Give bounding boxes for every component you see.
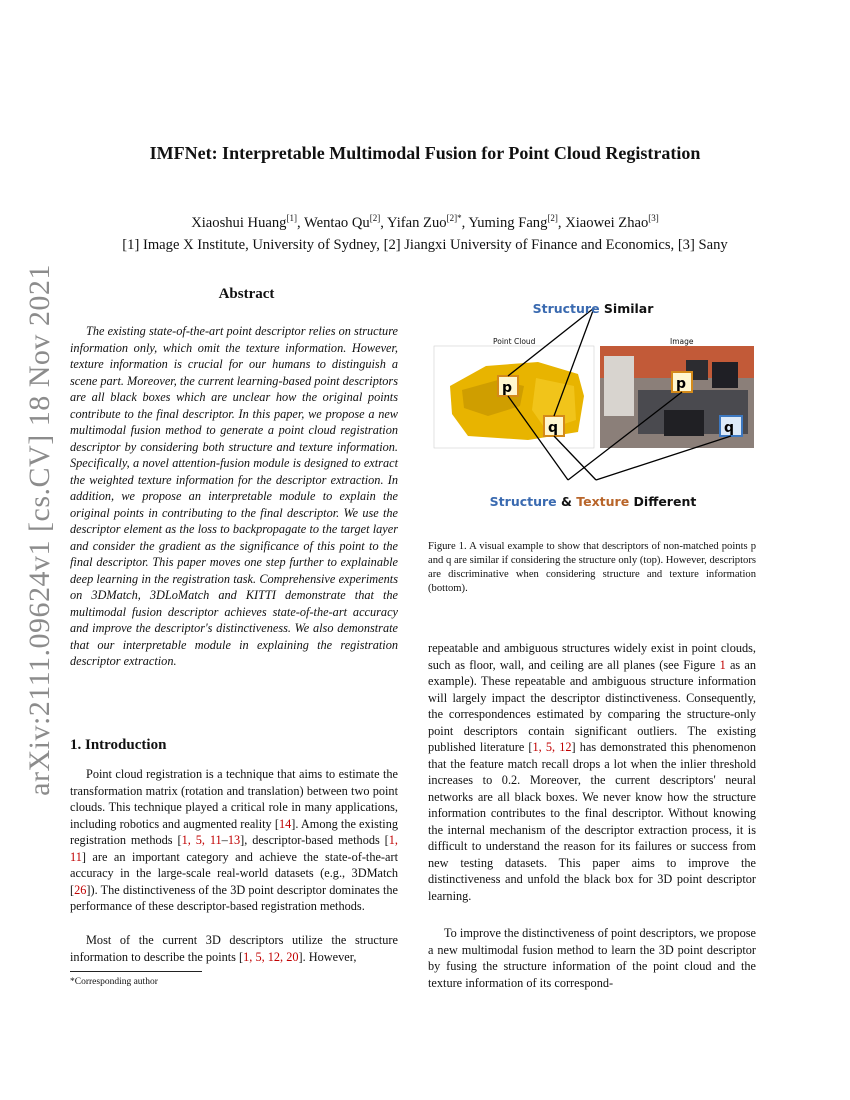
author-aff: [1] (286, 213, 297, 223)
author-name: Xiaowei Zhao (565, 214, 649, 231)
figure-bottom-label: Structure & Texture Different (489, 494, 697, 509)
citation-link[interactable]: 13 (227, 833, 241, 847)
author-aff: [2]* (446, 213, 462, 223)
right-paragraph-2: To improve the distinctiveness of point descriptors, we propose a new multimodal fusion method to learn the 3D point descriptor by fusing the structure information of the point cloud and the texture information of its correspond- (428, 926, 756, 990)
author-name: Xiaoshui Huang (191, 214, 287, 231)
footnote: *Corresponding author (70, 977, 158, 987)
point-cloud-label: Point Cloud (493, 337, 536, 346)
affiliations: [1] Image X Institute, University of Sydney, [2] Jiangxi University of Finance and Economics, [3] Sany (122, 236, 728, 253)
q-label-left: q (548, 420, 559, 436)
abstract-text: The existing state-of-the-art point descriptor relies on structure information only, which omit the texture information. However, texture information is crucial for our humans to distinguish a scene part. Moreover, the current learning-based point descriptors are all black boxes which are unclear how the original points contribute to the final descriptor. In this paper, we propose a new multimodal fusion method to generate a point cloud registration descriptor by considering both structure and texture information. Specifically, a novel attention-fusion module is designed to extract the weighted texture information for the descriptor extraction. In addition, we propose an interpretable module to explain the original points in contributing to the final descriptor. We use the descriptor element as the loss to backpropagate to the target layer and consider the gradient as the significance of this point to the final descriptor. This paper moves one step further to explainable deep learning in the registration task. Comprehensive experiments on 3DMatch, 3DLoMatch and KITTI demonstrate that the multimodal fusion descriptor achieves state-of-the-art accuracy and improve the descriptor's distinctiveness. We also demonstrate that our interpretable module in explaining the registration descriptor extraction. (70, 324, 398, 668)
author-name: Wentao Qu (304, 214, 370, 231)
p-label-right: p (676, 376, 687, 392)
image-label: Image (670, 337, 694, 346)
citation-link[interactable]: 1, 11 (70, 833, 399, 864)
citation-link[interactable]: 1, 5, 11 (181, 833, 222, 847)
abstract-heading: Abstract (218, 286, 275, 302)
author-block (0, 207, 850, 256)
citation-link[interactable]: 1, 5, 12, 20 (243, 949, 299, 964)
author-name: Yuming Fang (468, 214, 548, 231)
arxiv-id: arXiv:2111.09624v1 [cs.CV] 18 Nov 2021 (23, 264, 56, 796)
figure-caption: Figure 1. A visual example to show that descriptors of non-matched points p and q are similar if considering the structure only (top). However, descriptors are discriminative when considering structure and texture information (bottom). (428, 541, 756, 594)
q-label-right: q (724, 420, 735, 436)
figure-top-label: Structure Similar (532, 301, 654, 316)
author-aff: [2] (547, 213, 558, 223)
figure-ref-link[interactable]: 1 (719, 657, 726, 672)
author-aff: [3] (648, 213, 659, 223)
citation-link[interactable]: 26 (74, 882, 87, 897)
intro-paragraph-1: Point cloud registration is a technique that aims to estimate the transformation matrix (rotation and translation) between two point clouds. This technique played a critical role in many applications, including robotics and augmented reality [14]. Among the existing registration methods [1, 5, 11–13], descriptor-based methods [1, 11] are an important category and achieve the state-of-the-art accuracy in the large-scale real-world datasets (e.g., 3DMatch [26]). The distinctiveness of the 3D point descriptor dominates the performance of these descriptor-based registration methods. (70, 767, 399, 913)
p-label-left: p (502, 380, 513, 396)
citation-link[interactable]: 1, 5, 12 (532, 740, 572, 754)
figure-1 (428, 294, 758, 516)
arxiv-sidebar (20, 264, 60, 796)
intro-paragraph-2: Most of the current 3D descriptors utilize the structure information to describe the points [1, 5, 12, 20]. However, (70, 933, 398, 964)
footnote-rule (70, 971, 202, 972)
citation-link[interactable]: 14 (278, 816, 292, 831)
right-paragraph-1: repeatable and ambiguous structures widely exist in point clouds, such as floor, wall, and ceiling are all planes (see Figure 1 as an example). These repeatable and ambiguous structure information will largely impact the descriptor distinctiveness. Consequently, the correspondences estimated by comparing the structure-only point descriptors contain significant outliers. The existing published literature [1, 5, 12] has demonstrated this phenomenon that the feature match recall drops a lot when the inlier threshold increases to 0.2. Moreover, the current descriptors' neural networks are all black boxes. We never know how the structure information contributes to the final descriptor. Without knowing the internal mechanism of the descriptor extraction process, it is difficult to understand the reason for its failures or success from new testing datasets. This paper aims to improve the distinctiveness and unfold the black box for 3D point descriptor learning. (428, 641, 757, 903)
author-aff: [2] (369, 213, 381, 223)
author-name: Yifan Zuo (386, 214, 447, 231)
paper-title: IMFNet: Interpretable Multimodal Fusion for Point Cloud Registration (149, 143, 701, 163)
section-heading: 1. Introduction (70, 737, 167, 753)
author-list: Xiaoshui Huang[1], Wentao Qu[2], Yifan Zuo$^{[2]*}$, Yuming Fang[2], Xiaowei Zhao[3] (191, 213, 659, 231)
